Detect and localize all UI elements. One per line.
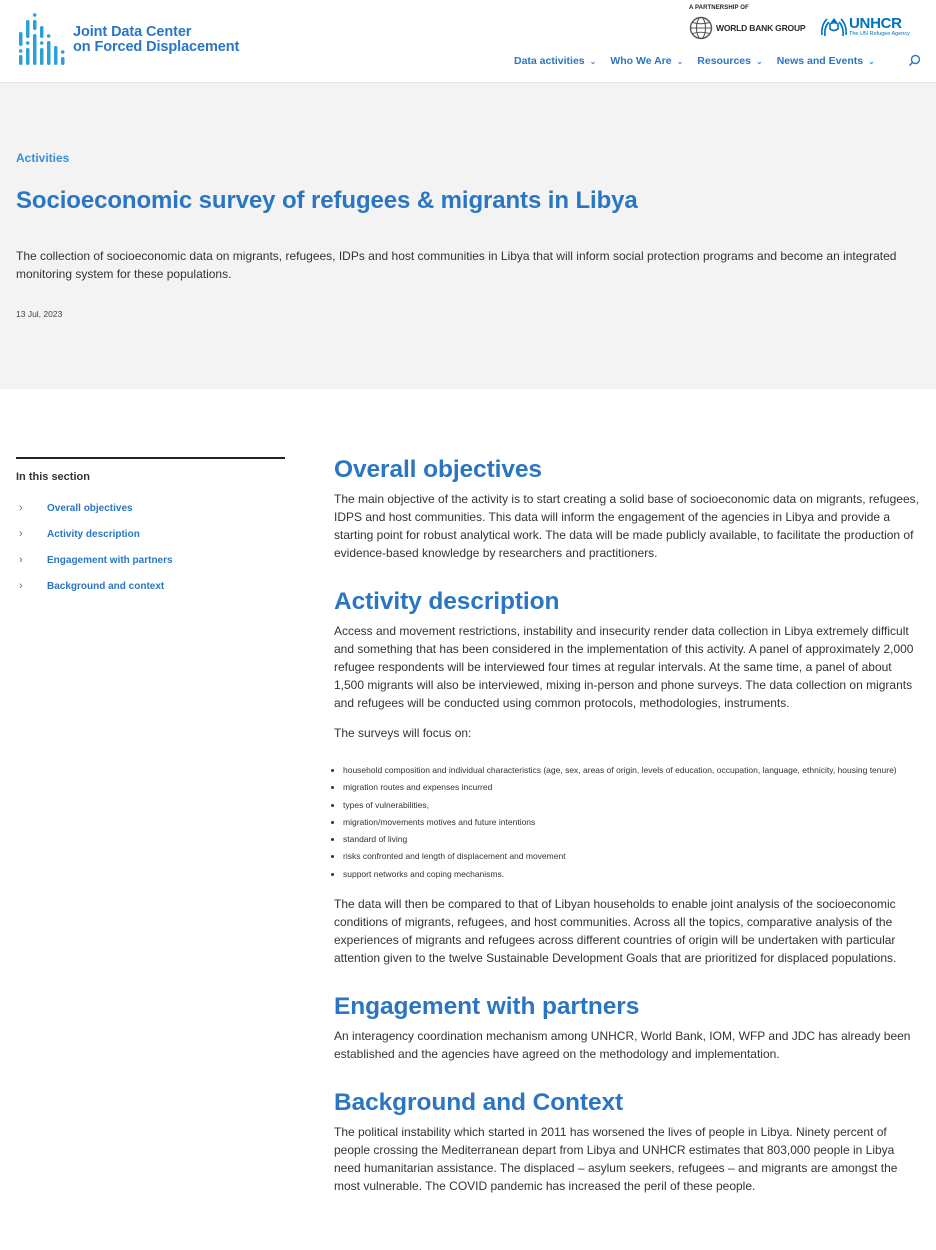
- main-nav: [514, 55, 889, 67]
- section-text: The main objective of the activity is to start creating a solid base of socioeconomic data on migrants, refugees, IDPS and host communities. This data will inform the engagement of the agencies in Libya and provide a starting point for robust analytical work. The data will be made publicly available, to facilitate the production of evidence-based knowledge by researchers and practitioners.: [334, 492, 919, 560]
- section-heading: Background and Context: [334, 1089, 624, 1117]
- section-overall-objectives: [334, 456, 924, 562]
- chevron-down-icon: ⌄: [589, 56, 597, 66]
- nav-label: News and Events: [776, 55, 864, 67]
- list-item: • migration routes and expenses incurred: [343, 779, 924, 796]
- focus-list: [343, 762, 924, 883]
- list-item: • migration/movements motives and future intentions: [343, 814, 924, 831]
- toc-engagement-with-partners[interactable]: [16, 547, 285, 573]
- chevron-down-icon: ⌄: [756, 56, 763, 66]
- section-text: The political instability which started in 2011 has worsened the lives of people in Libya. Ninety percent of people crossing the Mediterranean depart from Libya and UNHCR estimates that 803,000 people in Libya need humanitarian assistance. The displaced – asylum seekers, refugees – and migrants are amongst the most vulnerable. The COVID pandemic has increased the peril of these people.: [334, 1125, 898, 1194]
- section-heading: Activity description: [334, 588, 560, 615]
- nav-label: Data activities: [514, 55, 585, 67]
- chevron-down-icon: ⌄: [868, 56, 875, 66]
- nav-label: Who We Are: [610, 55, 672, 67]
- unhcr-emblem-icon: [819, 15, 849, 39]
- search-icon: [908, 54, 921, 67]
- unhcr-logo[interactable]: [819, 15, 910, 39]
- page-hero: [0, 83, 936, 389]
- list-item: • risks confronted and length of displacement and movement: [343, 848, 924, 865]
- world-bank-label: WORLD BANK GROUP: [716, 23, 806, 33]
- toc-activity-description[interactable]: [16, 521, 285, 547]
- section-heading: Engagement with partners: [334, 993, 640, 1021]
- toc-label: Overall objectives: [47, 502, 133, 514]
- section-engagement-with-partners: [334, 993, 924, 1063]
- logo-line-2: on Forced Displacement: [73, 39, 240, 55]
- logo-text: [73, 25, 239, 55]
- section-text: The data will then be compared to that of Libyan households to enable joint analysis of the socioeconomic conditions of migrants, refugees, and host communities. Across all the topics, comparative analysis of the experiences of migrants and refugees across different countries of origin will be undertaken with particular attention given to the twelve Sustainable Development Goals that are prioritized for displaced populations.: [334, 897, 897, 966]
- search-button[interactable]: [908, 54, 921, 72]
- nav-resources[interactable]: [697, 55, 762, 67]
- toc-label: Engagement with partners: [47, 554, 173, 566]
- site-header: [0, 0, 936, 83]
- nav-news-and-events[interactable]: [777, 55, 875, 67]
- section-heading: Overall objectives: [334, 456, 542, 483]
- chevron-right-icon: ›: [19, 502, 23, 514]
- world-bank-logo[interactable]: [689, 16, 805, 40]
- site-logo[interactable]: [17, 12, 239, 68]
- logo-line-1: Joint Data Center: [73, 24, 192, 40]
- page-title: Socioeconomic survey of refugees & migrants in Libya: [16, 187, 638, 214]
- section-text: Access and movement restrictions, instability and insecurity render data collection in Libya extremely difficult and something that has been considered in the implementation of this activity. A panel of approximately 2,000 refugee respondents will be interviewed four times at regular intervals. At the same time, a panel of about 1,500 migrants will also be interviewed, mixing in-person and phone surveys. The data collection on migrants and refugees will be conducted using common protocols, methodologies, instruments.: [334, 624, 914, 710]
- chevron-right-icon: ›: [19, 580, 23, 592]
- list-item: • types of vulnerabilities,: [343, 797, 924, 814]
- chevron-right-icon: ›: [19, 554, 23, 566]
- section-nav: [16, 457, 285, 599]
- chevron-down-icon: ⌄: [676, 56, 684, 66]
- section-text: The surveys will focus on:: [334, 726, 472, 740]
- breadcrumb[interactable]: Activities: [16, 151, 70, 165]
- section-activity-description: [334, 588, 924, 967]
- toc-label: Activity description: [47, 528, 140, 540]
- toc-label: Background and context: [47, 580, 165, 592]
- chevron-right-icon: ›: [19, 528, 23, 540]
- section-text: An interagency coordination mechanism among UNHCR, World Bank, IOM, WFP and JDC has already been established and the agencies have agreed on the methodology and implementation.: [334, 1029, 911, 1062]
- list-item: • standard of living: [343, 831, 924, 848]
- jdc-logo-icon: [17, 12, 67, 68]
- nav-data-activities[interactable]: [514, 55, 596, 67]
- list-item: • support networks and coping mechanisms.: [343, 866, 924, 883]
- section-nav-heading: In this section: [16, 471, 90, 483]
- unhcr-sub-label: The UN Refugee Agency: [849, 30, 910, 37]
- page-lead: The collection of socioeconomic data on migrants, refugees, IDPs and host communities in Libya that will inform social protection programs and become an integrated monitoring system for these populations.: [16, 249, 897, 281]
- publish-date: 13 Jul, 2023: [16, 309, 63, 319]
- list-item: • household composition and individual characteristics (age, sex, areas of origin, levels of education, occupation, language, ethnicity, housing tenure): [343, 762, 924, 779]
- section-background-and-context: [334, 1089, 924, 1195]
- main-content: [334, 456, 924, 1221]
- toc-overall-objectives[interactable]: [16, 495, 285, 521]
- partnership-label: A PARTNERSHIP OF: [689, 5, 749, 11]
- toc-background-and-context[interactable]: [16, 573, 285, 599]
- unhcr-label: UNHCR: [849, 14, 902, 32]
- nav-label: Resources: [697, 55, 751, 67]
- nav-who-we-are[interactable]: [610, 55, 683, 67]
- globe-icon: [689, 16, 713, 40]
